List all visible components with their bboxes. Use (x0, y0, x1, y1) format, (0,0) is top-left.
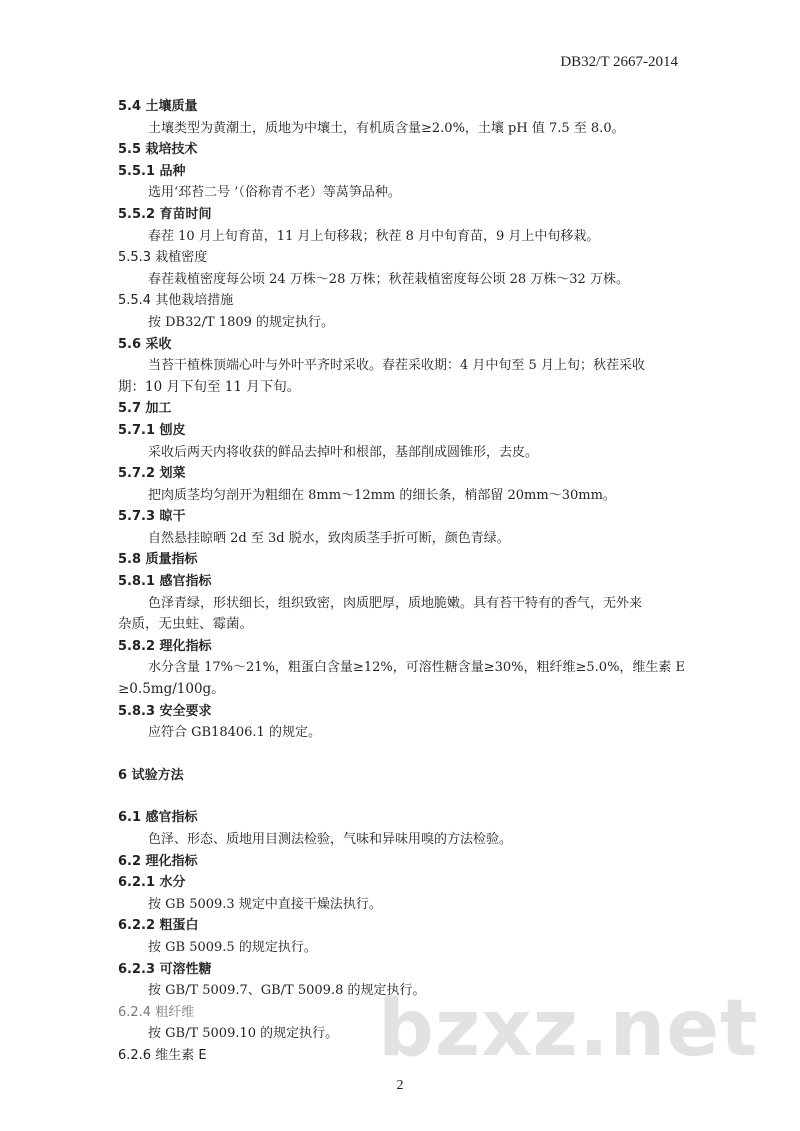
section-heading: 6.2.6 维生素 E (118, 1047, 207, 1063)
paragraph-line: 土壤类型为黄潮土，质地为中壤土，有机质含量≥2.0%，土壤 pH 值 7.5 至 8.0。 (148, 120, 625, 136)
paragraph-line: 采收后两天内将收获的鲜品去掉叶和根部，基部削成圆锥形，去皮。 (148, 444, 539, 460)
paragraph-line: 按 GB 5009.5 的规定执行。 (148, 939, 317, 955)
spacer (118, 744, 718, 765)
spacer (118, 786, 718, 807)
section-heading: 5.8.2 理化指标 (118, 638, 212, 654)
paragraph-line: 水分含量 17%～21%，粗蛋白含量≥12%，可溶性糖含量≥30%，粗纤维≥5.0%，维生素 E (148, 660, 686, 676)
paragraph-continuation: ≥0.5mg/100g。 (118, 681, 225, 698)
document-body (118, 96, 718, 1067)
section-heading: 6.2.1 水分 (118, 875, 186, 891)
paragraph-line: 春茬 10 月上旬育苗，11 月上旬移栽；秋茬 8 月中旬育苗，9 月上中旬移栽。 (148, 228, 600, 244)
paragraph-line: 把肉质茎均匀剖开为粗细在 8mm～12mm 的细长条，梢部留 20mm～30mm。 (148, 487, 616, 503)
paragraph-line: 按 GB/T 5009.7、GB/T 5009.8 的规定执行。 (148, 983, 426, 999)
section-heading: 5.5.3 栽植密度 (118, 250, 208, 266)
paragraph-line: 按 GB 5009.3 规定中直接干燥法执行。 (148, 896, 382, 912)
section-heading: 6.2.2 粗蛋白 (118, 918, 199, 934)
paragraph-line: 按 DB32/T 1809 的规定执行。 (148, 314, 335, 330)
document-code: DB32/T 2667-2014 (560, 54, 678, 70)
section-heading: 5.6 采收 (118, 336, 172, 352)
section-heading: 5.5 栽培技术 (118, 142, 198, 158)
paragraph-continuation: 杂质，无虫蛀、霉菌。 (118, 616, 253, 633)
watermark: bzxz.net (378, 984, 759, 1074)
paragraph-line: 应符合 GB18406.1 的规定。 (148, 725, 321, 741)
paragraph-line: 自然悬挂晾晒 2d 至 3d 脱水，致肉质茎手折可断，颜色青绿。 (148, 530, 510, 546)
paragraph-line: 选用‘邳苔二号 ’（俗称青不老）等莴笋品种。 (148, 185, 401, 201)
section-heading: 5.7.2 划菜 (118, 466, 186, 482)
paragraph-line: 当苔干植株顶端心叶与外叶平齐时采收。春茬采收期：4 月中旬至 5 月上旬；秋茬采收 (148, 358, 645, 374)
section-heading: 5.5.2 育苗时间 (118, 206, 212, 222)
paragraph-line: 按 GB/T 5009.10 的规定执行。 (148, 1026, 339, 1042)
section-heading: 6.2 理化指标 (118, 853, 198, 869)
section-heading: 6.1 感官指标 (118, 810, 198, 826)
section-heading: 5.5.1 品种 (118, 163, 186, 179)
section-heading: 5.8 质量指标 (118, 552, 198, 568)
paragraph-continuation: 期：10 月下旬至 11 月下旬。 (118, 378, 301, 395)
section-heading: 6 试验方法 (118, 767, 184, 783)
section-heading: 5.7 加工 (118, 401, 172, 417)
paragraph-line: 色泽、形态、质地用目测法检验，气味和异味用嗅的方法检验。 (148, 832, 513, 847)
section-heading: 5.4 土壤质量 (118, 99, 198, 114)
section-heading: 5.7.1 刨皮 (118, 422, 186, 438)
section-heading: 5.5.4 其他栽培措施 (118, 293, 234, 309)
section-heading: 5.8.1 感官指标 (118, 574, 212, 590)
page-number: 2 (396, 1078, 404, 1093)
section-heading: 5.7.3 晾干 (118, 509, 186, 525)
paragraph-line: 春茬栽植密度每公顷 24 万株～28 万株；秋茬栽植密度每公顷 28 万株～32 万株。 (148, 271, 629, 287)
section-heading: 5.8.3 安全要求 (118, 703, 212, 719)
section-heading: 6.2.4 粗纤维 (118, 1004, 195, 1020)
section-heading: 6.2.3 可溶性糖 (118, 961, 212, 977)
paragraph-line: 色泽青绿，形状细长，组织致密，肉质肥厚，质地脆嫩。具有苔干特有的香气，无外来 (148, 595, 643, 611)
